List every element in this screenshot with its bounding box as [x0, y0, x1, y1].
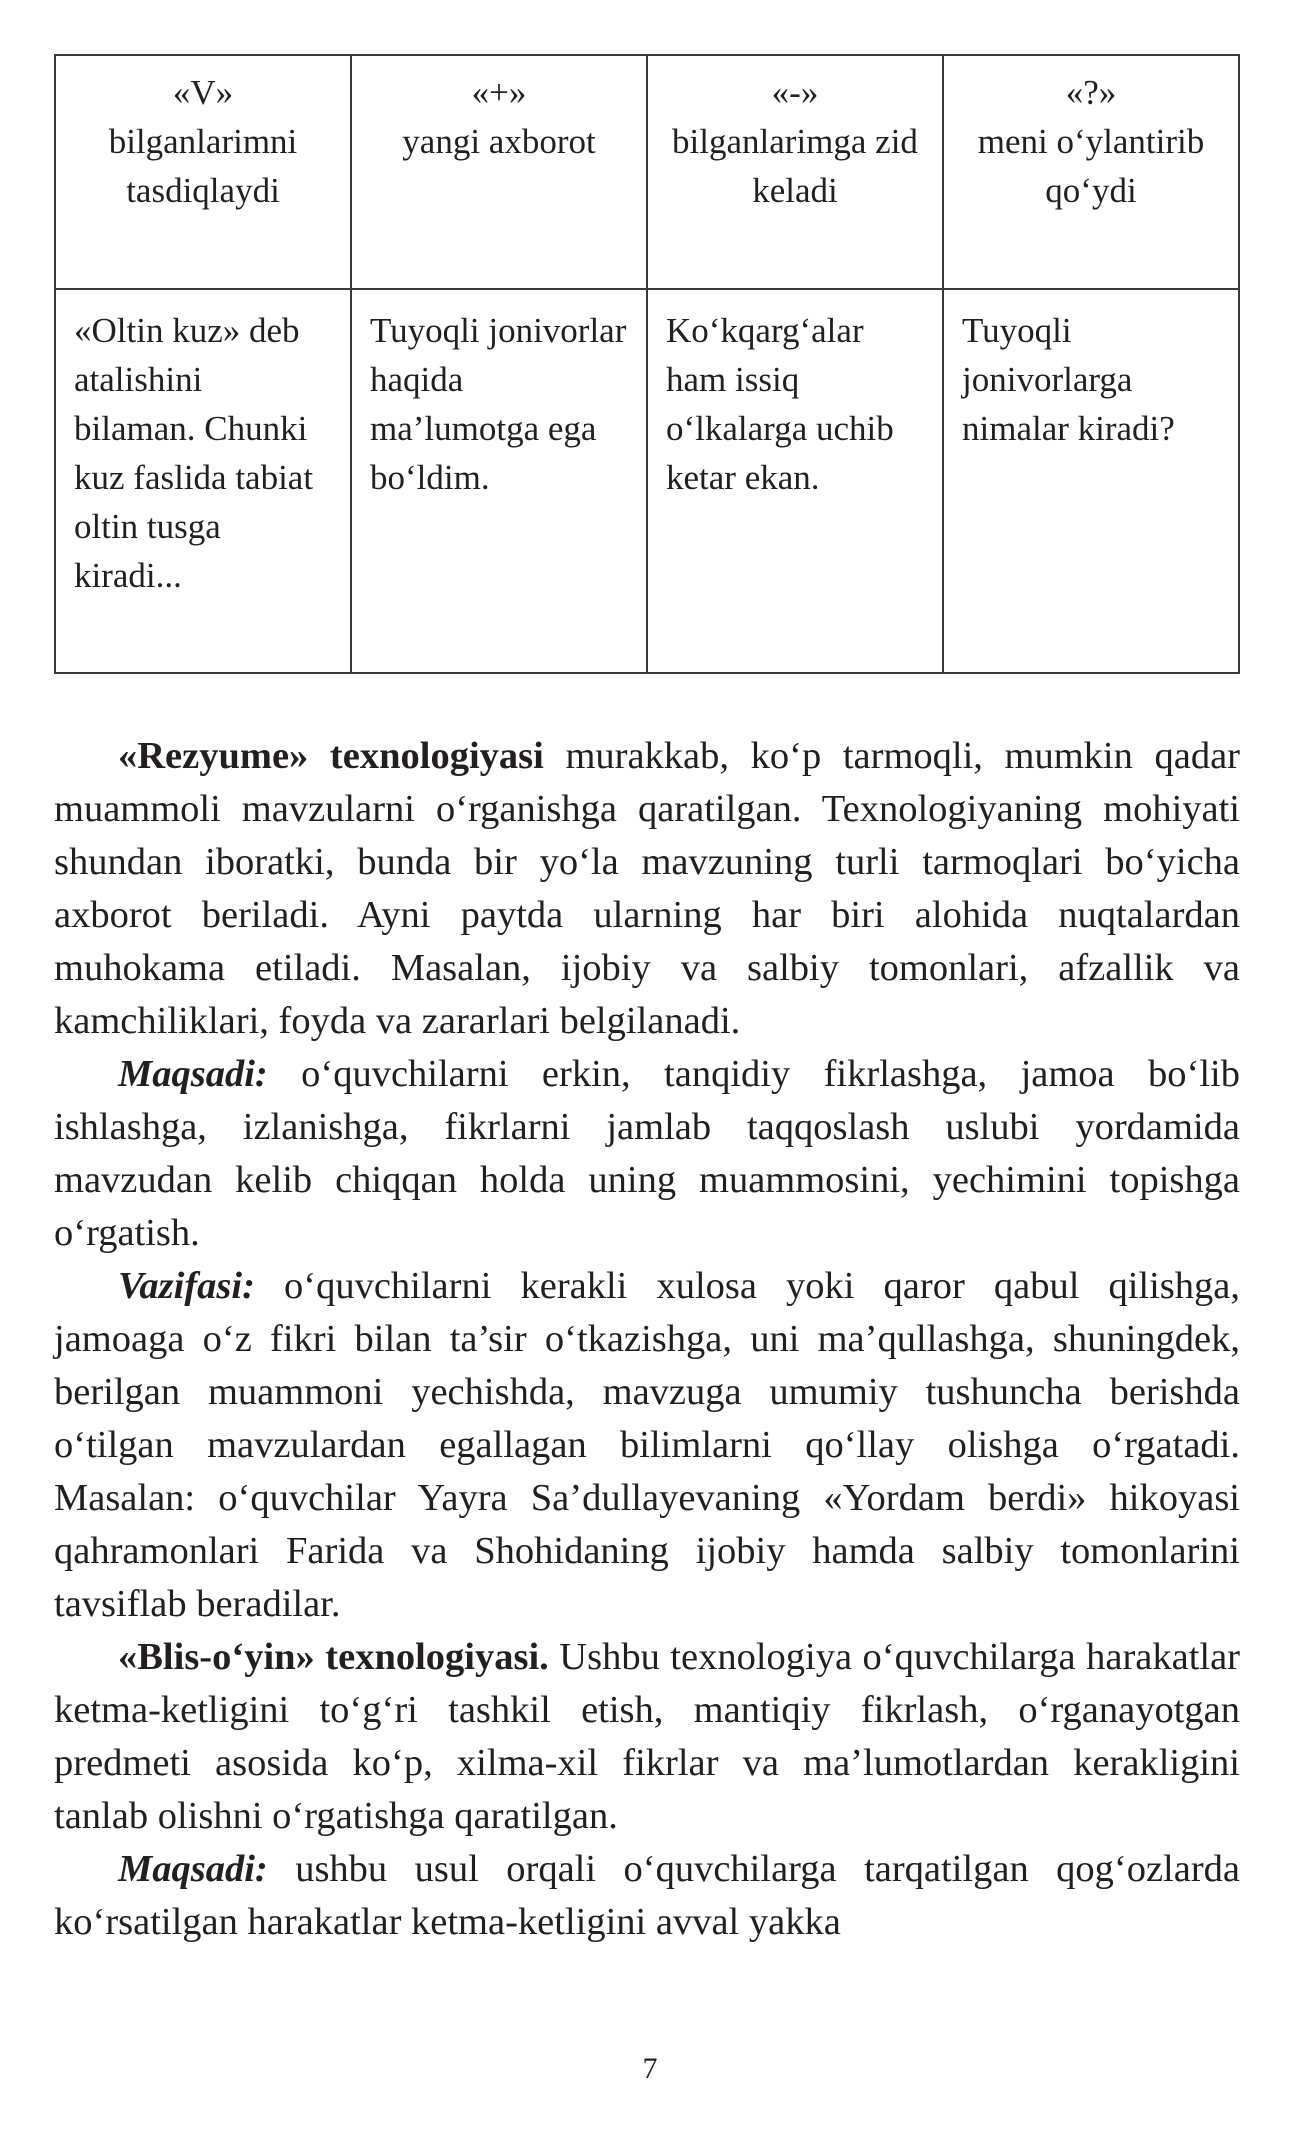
insert-table [54, 54, 1240, 674]
term-label: Vazifasi: [118, 1265, 255, 1307]
header-text: yangi axborot [402, 122, 596, 161]
table-header-cell [647, 55, 943, 289]
table-header-cell [943, 55, 1239, 289]
header-text: bilganlarimni tasdiqlaydi [108, 122, 298, 210]
header-text: meni o‘ylantirib qo‘ydi [977, 122, 1205, 210]
paragraph-vazifasi [54, 1260, 1240, 1631]
paragraph-text: o‘quvchilarni erkin, tanqidiy fikrlashga, jamoa bo‘lib ishlashga, izlanishga, fikrlarni jamlab taqqoslash uslubi yordamida mavzudan kelib chiqqan holda uning muammosini, yechimini topishga o‘rgatish. [54, 1053, 1240, 1254]
table-cell: Tuyoqli jonivorlar haqida ma’lumotga ega bo‘ldim. [351, 289, 647, 673]
paragraph-text: Ushbu texnologiya o‘quvchilarga harakatlar ketma-ketligini to‘g‘ri tashkil etish, mantiqiy fikrlash, o‘rganayotgan predmeti asosida ko‘p, xilma-xil fikrlar va ma’lumotlardan kerakligini tanlab olishni o‘rgatishga qaratilgan. [54, 1636, 1241, 1837]
header-mark: «-» [771, 73, 819, 112]
paragraph-maqsadi-2 [54, 1843, 1240, 1949]
header-mark: «+» [471, 73, 527, 112]
paragraph-text: murakkab, ko‘p tarmoqli, mumkin qadar muammoli mavzularni o‘rganishga qaratilgan. Texnologiyaning mohiyati shundan iboratki, bunda bir yo‘la mavzuning turli tarmoqlari bo‘yicha axborot beriladi. Ayni paytda ularning har biri alohida nuqtalardan muhokama etiladi. Masalan, ijobiy va salbiy tomonlari, afzallik va kamchiliklari, foyda va zararlari belgilanadi. [54, 735, 1240, 1042]
term-label: Maqsadi: [118, 1053, 268, 1095]
table-cell: «Oltin kuz» deb atalishini bilaman. Chunki kuz faslida tabiat oltin tusga kiradi... [55, 289, 351, 673]
term-label: Maqsadi: [118, 1848, 268, 1890]
paragraph-maqsadi [54, 1048, 1240, 1260]
paragraph-blis-oyin [54, 1631, 1240, 1843]
paragraph-text: ushbu usul orqali o‘quvchilarga tarqatilgan qog‘ozlarda ko‘rsatilgan harakatlar ketma-ketligini avval yakka [54, 1848, 1240, 1943]
paragraph-rezyume [54, 730, 1240, 1048]
page-content [54, 54, 1240, 1949]
body-text [54, 730, 1240, 1949]
table-cell: Tuyoqli jonivorlarga nimalar kiradi? [943, 289, 1239, 673]
header-mark: «V» [172, 73, 234, 112]
header-text: bilganlarimga zid keladi [672, 122, 918, 210]
table-header-cell [351, 55, 647, 289]
paragraph-text: o‘quvchilarni kerakli xulosa yoki qaror qabul qilishga, jamoaga o‘z fikri bilan ta’sir o‘tkazishga, uni ma’qullashga, shuningdek, berilgan muammoni yechishda, mavzuga umumiy tushuncha berishda o‘tilgan mavzulardan egallagan bilimlarni qo‘llay olishga o‘rgatadi. Masalan: o‘quvchilar Yayra Sa’dullayevaning «Yordam berdi» hikoyasi qahramonlari Farida va Shohidaning ijobiy hamda salbiy tomonlarini tavsiflab beradilar. [54, 1265, 1240, 1625]
table-header-row [55, 55, 1239, 289]
table-row [55, 289, 1239, 673]
table-cell: Ko‘kqarg‘alar ham issiq o‘lkalarga uchib ketar ekan. [647, 289, 943, 673]
header-mark: «?» [1065, 73, 1117, 112]
term-heading: «Blis-o‘yin» texnologiyasi. [118, 1636, 549, 1678]
page-number: 7 [642, 2052, 658, 2085]
table-header-cell [55, 55, 351, 289]
term-heading: «Rezyume» texnologiyasi [118, 735, 544, 777]
